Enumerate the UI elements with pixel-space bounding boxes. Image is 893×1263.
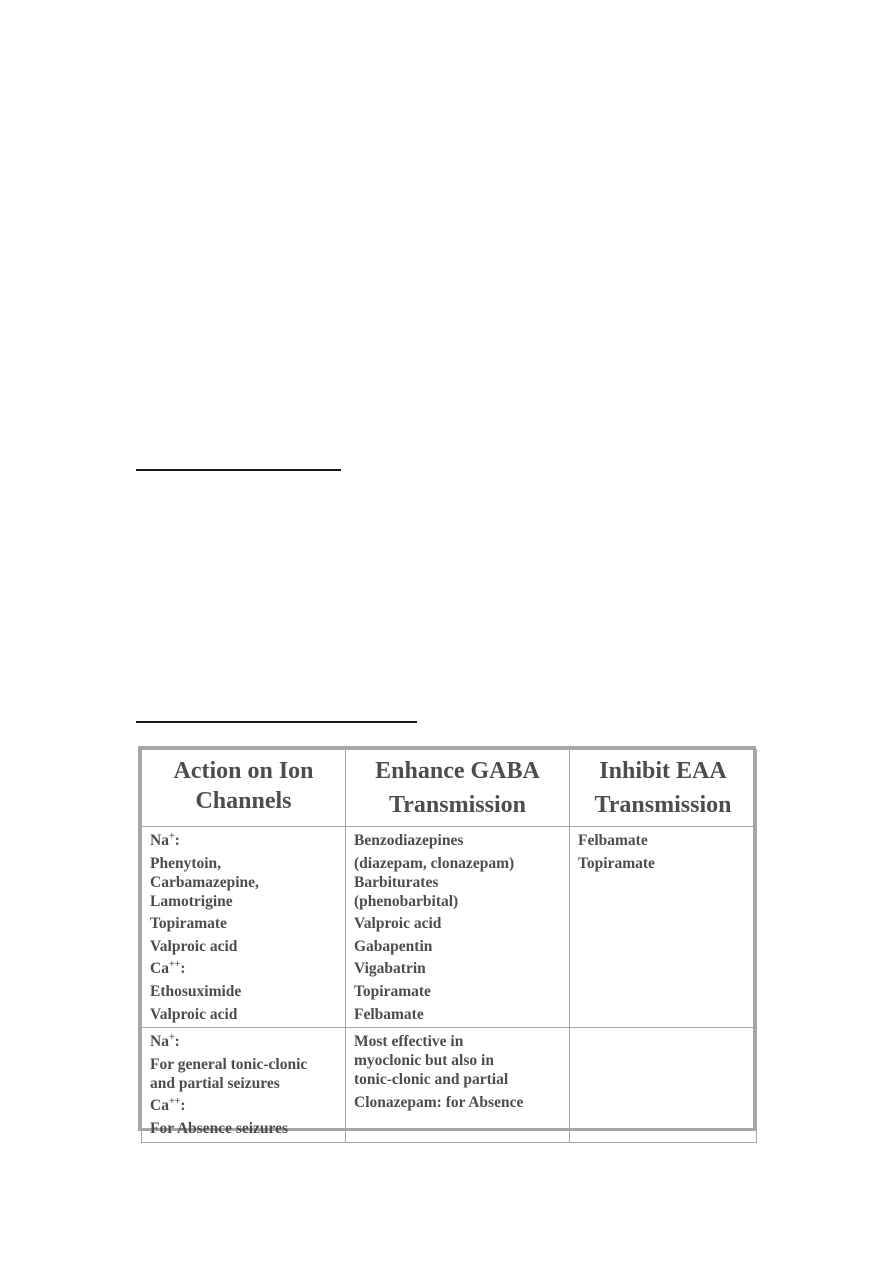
cell-gaba-indications — [346, 1028, 570, 1142]
header-eaa-line1: Inhibit EAA — [599, 758, 727, 784]
header-gaba — [346, 750, 570, 827]
drug-topiramate: Topiramate — [578, 854, 655, 872]
cell-eaa-drugs — [570, 827, 757, 1028]
header-eaa-line2: Transmission — [594, 792, 732, 818]
gaba-indication-line1: Most effective in — [354, 1033, 464, 1051]
gaba-indication-line3: tonic-clonic and partial — [354, 1071, 509, 1089]
header-ion-channels-line2: Channels — [195, 788, 292, 814]
header-ion-channels-line1: Action on Ion — [173, 758, 314, 784]
na-indication-line2: and partial seizures — [150, 1074, 280, 1092]
drug-benzo-examples: (diazepam, clonazepam) — [354, 854, 515, 872]
cell-ion-channel-indications — [142, 1028, 346, 1142]
drug-topiramate: Topiramate — [150, 915, 227, 933]
header-gaba-line1: Enhance GABA — [375, 758, 540, 784]
ca-indication-text: For Absence seizures — [150, 1119, 289, 1137]
underline-heading-1 — [136, 469, 341, 471]
drug-felbamate: Felbamate — [578, 832, 648, 849]
gaba-indication-line2: myoclonic but also in — [354, 1052, 494, 1070]
drug-valproic-acid-2: Valproic acid — [150, 1005, 238, 1023]
drug-barbiturates: Barbiturates — [354, 873, 439, 891]
drug-topiramate: Topiramate — [354, 982, 431, 1000]
drug-phenytoin: Phenytoin, — [150, 854, 222, 872]
table-row-drugs — [142, 827, 757, 1028]
cell-ion-channel-drugs — [142, 827, 346, 1028]
drug-valproic-acid: Valproic acid — [150, 937, 238, 955]
drug-benzodiazepines: Benzodiazepines — [354, 832, 464, 849]
header-eaa — [570, 750, 757, 827]
cell-gaba-drugs — [346, 827, 570, 1028]
header-ion-channels — [142, 750, 346, 827]
underline-heading-2 — [136, 721, 417, 723]
cell-eaa-indications-empty — [570, 1028, 757, 1142]
ca-channel-label: Ca++: — [150, 959, 186, 978]
mechanism-table — [141, 749, 757, 1143]
drug-lamotrigine: Lamotrigine — [150, 892, 233, 910]
header-gaba-line2: Transmission — [389, 792, 526, 818]
drug-ethosuximide: Ethosuximide — [150, 982, 242, 1000]
drug-carbamazepine: Carbamazepine, — [150, 873, 259, 891]
na-channel-label: Na+: — [150, 830, 180, 849]
drug-gabapentin: Gabapentin — [354, 937, 433, 955]
table-row-indications — [142, 1028, 757, 1142]
na-indication-label: Na+: — [150, 1032, 180, 1051]
drug-valproic-acid: Valproic acid — [354, 915, 442, 933]
drug-vigabatrin: Vigabatrin — [354, 960, 426, 978]
drug-barbiturate-examples: (phenobarbital) — [354, 892, 459, 910]
na-indication-line1: For general tonic-clonic — [150, 1055, 308, 1073]
table-header-row — [142, 750, 757, 827]
clonazepam-indication: Clonazepam: for Absence — [354, 1093, 524, 1111]
antiepileptic-mechanism-table — [138, 746, 756, 1137]
ca-indication-label: Ca++: — [150, 1096, 186, 1115]
drug-felbamate: Felbamate — [354, 1005, 424, 1023]
